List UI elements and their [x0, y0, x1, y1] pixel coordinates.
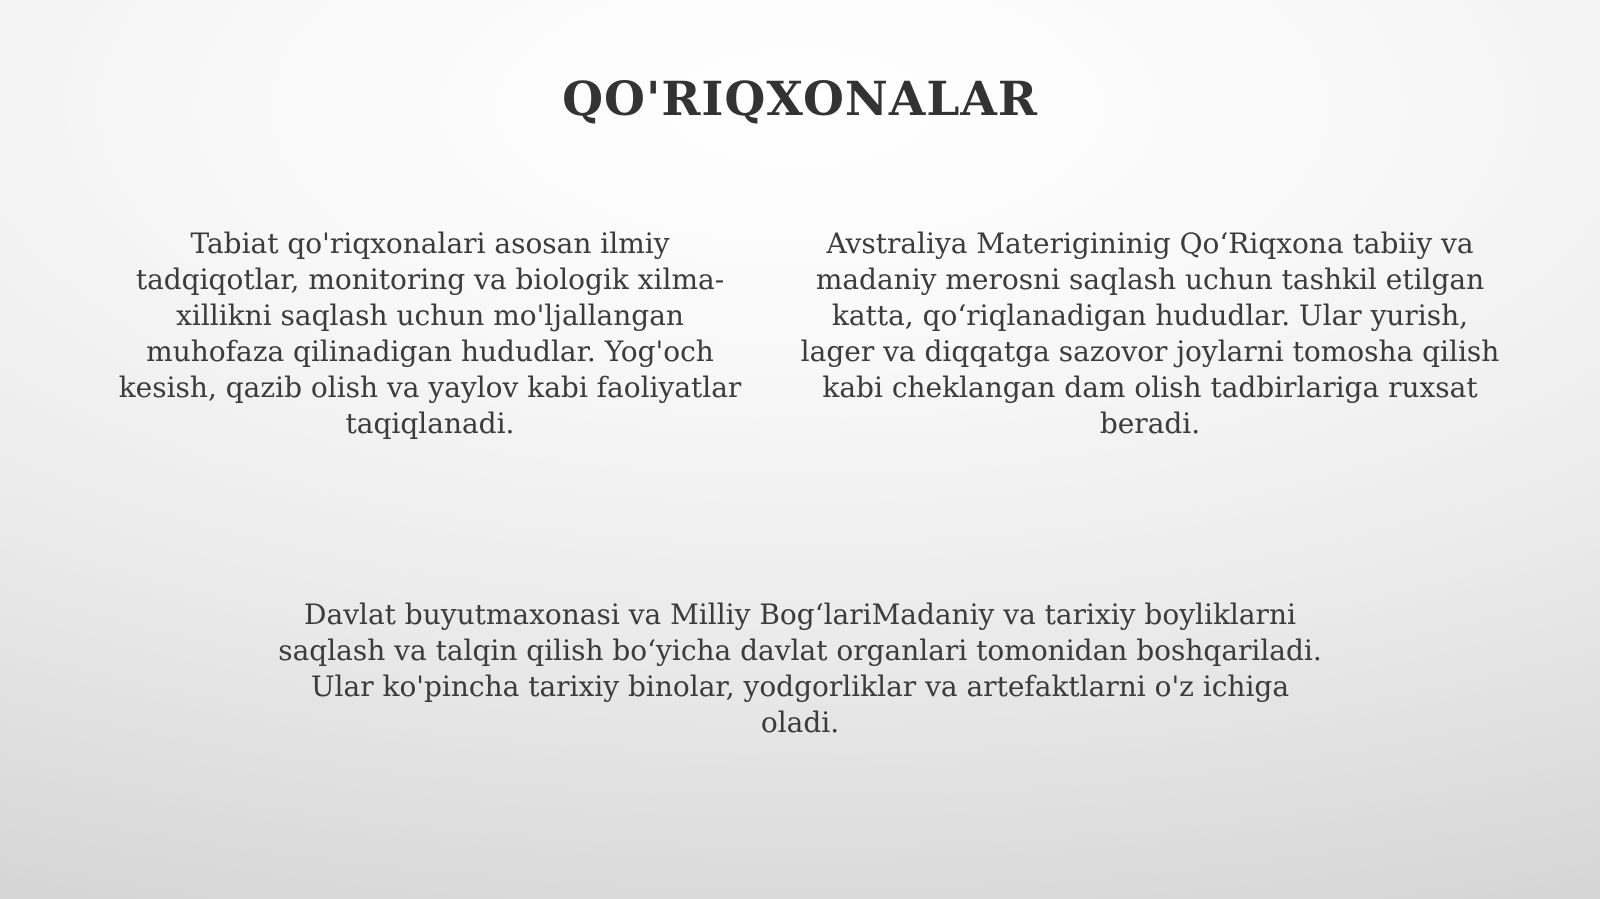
paragraph-state-museums-parks: Davlat buyutmaxonasi va Milliy Bog‘lariMadaniy va tarixiy boyliklarni saqlash va talqin qilish bo‘yicha davlat organlari tomonidan boshqariladi. Ular ko'pincha tarixiy binolar, yodgorliklar va artefaktlarni o'z ichiga oladi.: [278, 598, 1322, 739]
paragraph-nature-reserves: Tabiat qo'riqxonalari asosan ilmiy tadqiqotlar, monitoring va biologik xilma-xillikni saqlash uchun mo'ljallangan muhofaza qilinadigan hududlar. Yog'och kesish, qazib olish va yaylov kabi faoliyatlar taqiqlanadi.: [118, 227, 742, 440]
paragraph-australia-reserves: Avstraliya Materigininig Qo‘Riqxona tabiiy va madaniy merosni saqlash uchun tashkil etilgan katta, qo‘riqlanadigan hududlar. Ular yurish, lager va diqqatga sazovor joylarni tomosha qilish kabi cheklangan dam olish tadbirlariga ruxsat beradi.: [800, 227, 1500, 440]
slide-title: QO'RIQXONALAR: [562, 72, 1038, 127]
